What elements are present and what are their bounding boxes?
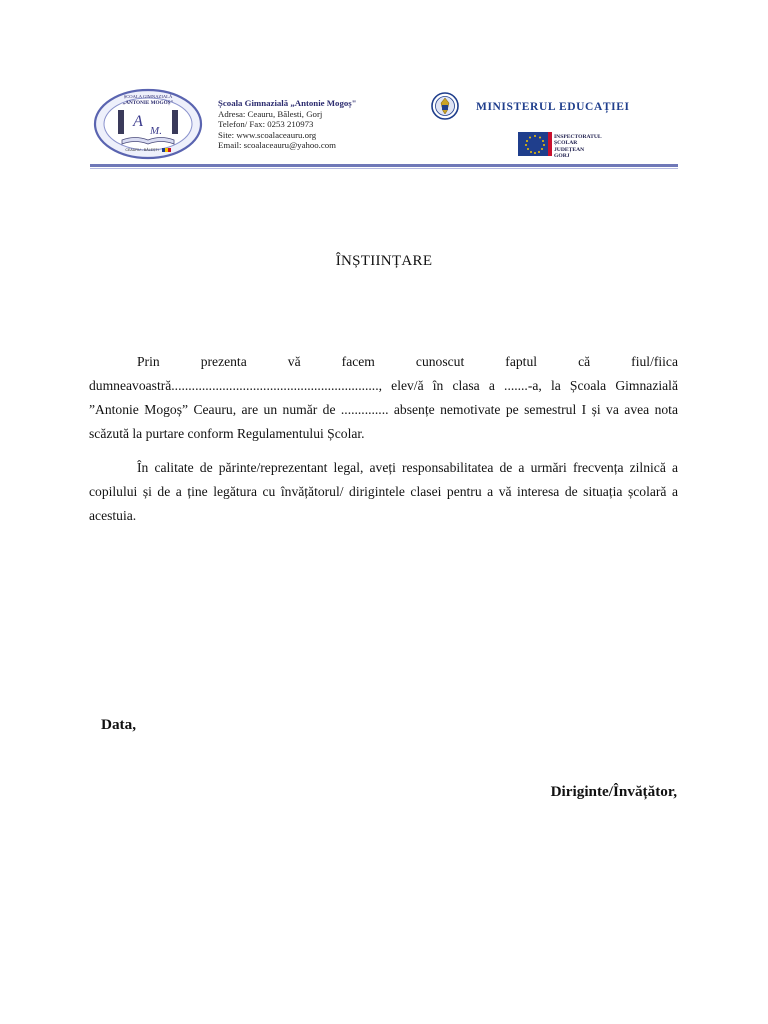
eu-flag-icon: [518, 132, 552, 160]
logo-ring-text: ȘCOALA GIMNAZIALĂ: [123, 94, 173, 99]
school-email: Email: scoalaceauru@yahoo.com: [218, 140, 337, 151]
ministry-block: [420, 92, 680, 120]
school-address: Adresa: Ceauru, Bălesti, Gorj: [218, 108, 323, 119]
logo-bottom-text: CEAURU - BĂLEȘTI: [125, 148, 159, 152]
isj-line-2: ȘCOLAR: [554, 140, 578, 147]
school-name: Școala Gimnazială „Antonie Mogoș": [218, 98, 357, 108]
isj-line-3: JUDEȚEAN: [554, 146, 585, 153]
document-title: ÎNȘTIINȚARE: [335, 253, 433, 269]
logo-ring-name: „ANTONIE MOGOȘ": [122, 100, 174, 106]
header-divider: [90, 164, 678, 167]
paragraph-parent-responsibility: În calitate de părinte/reprezentant legal, aveți responsabilitatea de a urmări frecvența zilnică a copilului și de a ține legătura cu învățătorul/ dirigintele clasei pentru a vă interesa de situația școlară a acestuia.: [89, 460, 678, 523]
logo-monogram-m: M.: [150, 125, 162, 137]
school-phone: Telefon/ Fax: 0253 210973: [218, 119, 314, 130]
ministry-name: MINISTERUL EDUCAȚIEI: [476, 101, 630, 113]
isj-name: [554, 134, 602, 159]
notice-body: [89, 350, 678, 528]
signature-label: Diriginte/Învățător,: [550, 783, 677, 800]
header-divider-thin: [90, 168, 678, 169]
school-logo: [92, 88, 204, 160]
school-contact-block: [218, 98, 418, 151]
logo-column-right: [172, 110, 178, 134]
date-label: Data,: [101, 716, 137, 733]
ministry-emblem-icon: [420, 92, 470, 120]
letterhead: [88, 86, 680, 166]
school-site: Site: www.scoalaceauru.org: [218, 129, 317, 140]
isj-line-4: GORJ: [554, 152, 570, 159]
logo-monogram-a: A: [133, 113, 143, 130]
logo-column-left: [118, 110, 124, 134]
isj-line-1: INSPECTORATUL: [554, 134, 602, 140]
paragraph-absences: Prin prezenta vă facem cunoscut faptul că fiul/fiica dumneavoastră............................................................., elev/ă în clasa a .......-a, la Școala Gimnazială ”Antonie Mogoș” Ceauru, are un număr de .............. absențe nemotivate pe semestrul I și va avea nota scăzută la purtare conform Regulamentului Școlar.: [89, 354, 678, 441]
isj-block: [518, 130, 638, 162]
